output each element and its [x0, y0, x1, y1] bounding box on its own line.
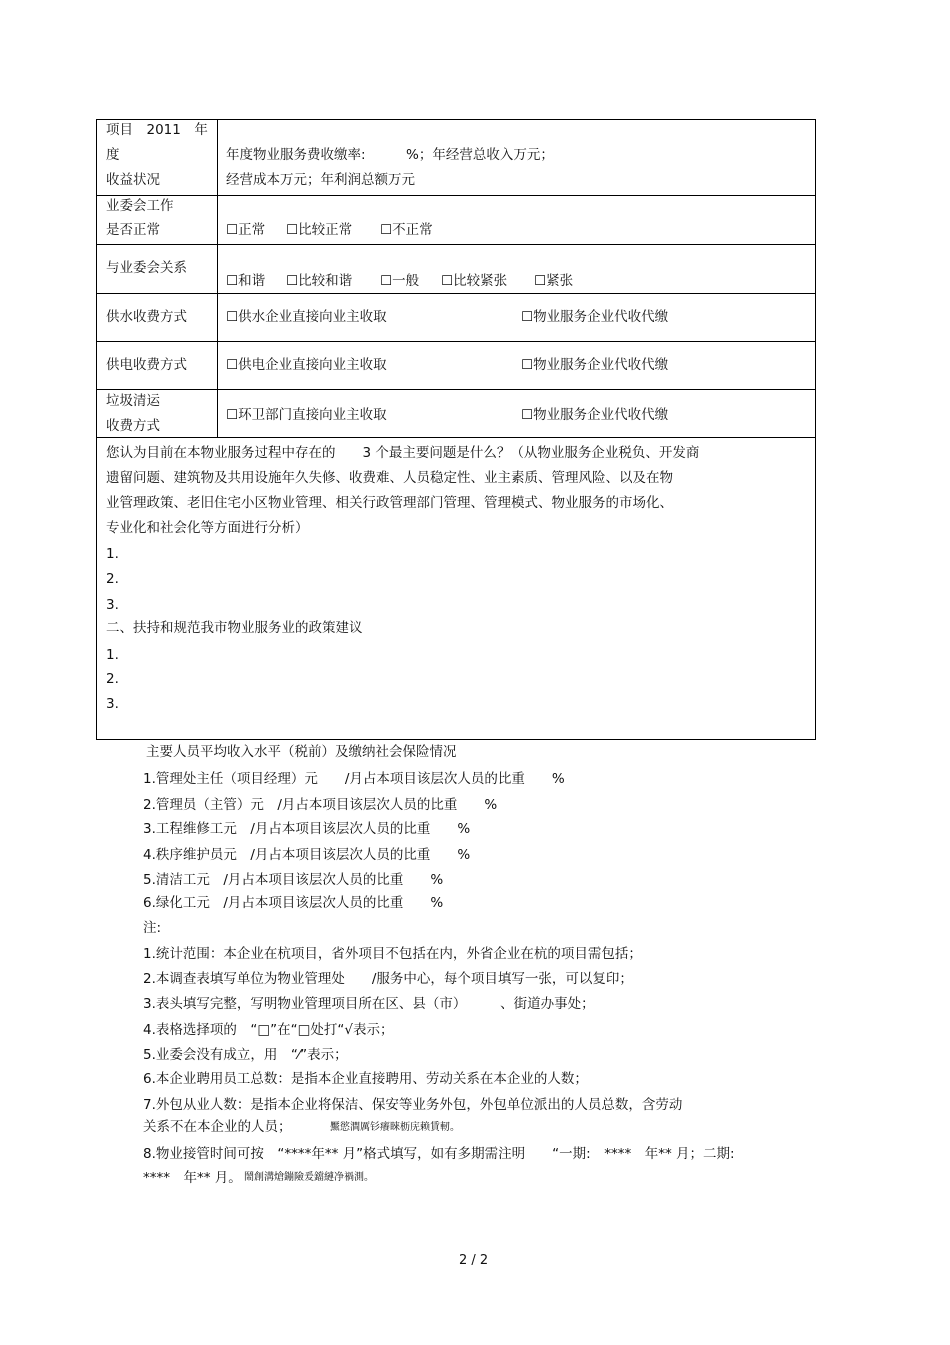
- checkbox-average[interactable]: ☐一般: [380, 273, 420, 289]
- note-item: 4.表格选择项的 “□”在“□处打“√表示；: [143, 1022, 394, 1038]
- note-item: 关系不在本企业的人员；: [143, 1119, 292, 1135]
- checkbox-power-direct[interactable]: ☐供电企业直接向业主收取: [226, 357, 387, 373]
- table-row-divider: [96, 437, 815, 438]
- garbled-text: 鬧創溝熗鏰險爰鐺縺净禍測。: [244, 1172, 374, 1183]
- answer-line[interactable]: 2.: [106, 571, 119, 587]
- income-title: 主要人员平均收入水平（税前）及缴纳社会保险情况: [146, 744, 457, 760]
- row-label-committee-work: 是否正常: [106, 222, 160, 238]
- table-row-divider: [96, 341, 815, 342]
- table-row-divider: [96, 293, 815, 294]
- income-item: 6.绿化工元 /月占本项目该层次人员的比重 %: [143, 895, 444, 911]
- checkbox-power-agent[interactable]: ☐物业服务企业代收代缴: [521, 357, 669, 373]
- question-text: 您认为目前在本物业服务过程中存在的 3 个最主要问题是什么？（从物业服务企业税负、开发商: [106, 445, 700, 461]
- checkbox-garbage-direct[interactable]: ☐环卫部门直接向业主收取: [226, 407, 387, 423]
- note-item: 2.本调查表填写单位为物业管理处 /服务中心，每个项目填写一张，可以复印；: [143, 971, 633, 987]
- row-label-committee-relation: 与业委会关系: [106, 260, 187, 276]
- row-label-power-fee: 供电收费方式: [106, 357, 187, 373]
- suggestion-line[interactable]: 1.: [106, 647, 119, 663]
- checkbox-garbage-agent[interactable]: ☐物业服务企业代收代缴: [521, 407, 669, 423]
- checkbox-fairly-normal[interactable]: ☐比较正常: [286, 222, 353, 238]
- row-label-project-year: 度: [106, 147, 120, 163]
- row-label-garbage-fee: 垃圾清运: [106, 393, 160, 409]
- checkbox-abnormal[interactable]: ☐不正常: [380, 222, 433, 238]
- row-label-garbage-fee: 收费方式: [106, 418, 160, 434]
- survey-table: [96, 119, 816, 740]
- checkbox-normal[interactable]: ☐正常: [226, 222, 266, 238]
- row-label-committee-work: 业委会工作: [106, 198, 174, 214]
- income-item: 1.管理处主任（项目经理）元 /月占本项目该层次人员的比重 %: [143, 771, 565, 787]
- revenue-line: 年度物业服务费收缴率: %；年经营总收入万元；: [226, 147, 554, 163]
- checkbox-water-agent[interactable]: ☐物业服务企业代收代缴: [521, 309, 669, 325]
- income-item: 2.管理员（主管）元 /月占本项目该层次人员的比重 %: [143, 797, 498, 813]
- page-number: 2 / 2: [459, 1253, 489, 1268]
- question-text: 遗留问题、建筑物及共用设施年久失修、收费难、人员稳定性、业主素质、管理风险、以及在物: [106, 470, 673, 486]
- note-item: 7.外包从业人数：是指本企业将保洁、保安等业务外包，外包单位派出的人员总数，含劳动: [143, 1097, 683, 1113]
- question-text: 专业化和社会化等方面进行分析）: [106, 520, 309, 536]
- table-row-divider: [96, 244, 815, 245]
- suggestion-line[interactable]: 2.: [106, 671, 119, 687]
- table-row-divider: [96, 389, 815, 390]
- note-item: **** 年** 月。: [143, 1170, 242, 1186]
- checkbox-fairly-tense[interactable]: ☐比较紧张: [441, 273, 508, 289]
- note-item: 3.表头填写完整，写明物业管理项目所在区、县（市） 、街道办事处；: [143, 996, 595, 1012]
- cost-profit-line: 经营成本万元；年利润总额万元: [226, 172, 415, 188]
- checkbox-fairly-harmonious[interactable]: ☐比较和谐: [286, 273, 353, 289]
- note-item: 8.物业接管时间可按 “****年** 月”格式填写，如有多期需注明 “一期: **** 年** 月；二期:: [143, 1146, 735, 1162]
- table-row-divider: [96, 195, 815, 196]
- section2-title: 二、扶持和规范我市物业服务业的政策建议: [106, 620, 363, 636]
- checkbox-water-direct[interactable]: ☐供水企业直接向业主收取: [226, 309, 387, 325]
- note-item: 6.本企业聘用员工总数：是指本企业直接聘用、劳动关系在本企业的人数；: [143, 1071, 588, 1087]
- row-label-water-fee: 供水收费方式: [106, 309, 187, 325]
- question-text: 业管理政策、老旧住宅小区物业管理、相关行政管理部门管理、管理模式、物业服务的市场化、: [106, 495, 673, 511]
- notes-label: 注:: [143, 920, 162, 936]
- row-label-project-year: 收益状况: [106, 172, 160, 188]
- answer-line[interactable]: 1.: [106, 546, 119, 562]
- note-item: 1.统计范围：本企业在杭项目，省外项目不包括在内，外省企业在杭的项目需包括；: [143, 946, 642, 962]
- suggestion-line[interactable]: 3.: [106, 696, 119, 712]
- note-item: 5.业委会没有成立，用 “⁄”表示；: [143, 1047, 348, 1063]
- garbled-text: 黶慾澗厲钐癢睞枥庑赖賃軔。: [330, 1122, 460, 1133]
- checkbox-tense[interactable]: ☐紧张: [534, 273, 574, 289]
- row-label-project-year: 项目 2011 年: [106, 122, 208, 138]
- income-item: 4.秩序维护员元 /月占本项目该层次人员的比重 %: [143, 847, 471, 863]
- checkbox-harmonious[interactable]: ☐和谐: [226, 273, 266, 289]
- income-item: 3.工程维修工元 /月占本项目该层次人员的比重 %: [143, 821, 471, 837]
- answer-line[interactable]: 3.: [106, 597, 119, 613]
- income-item: 5.清洁工元 /月占本项目该层次人员的比重 %: [143, 872, 444, 888]
